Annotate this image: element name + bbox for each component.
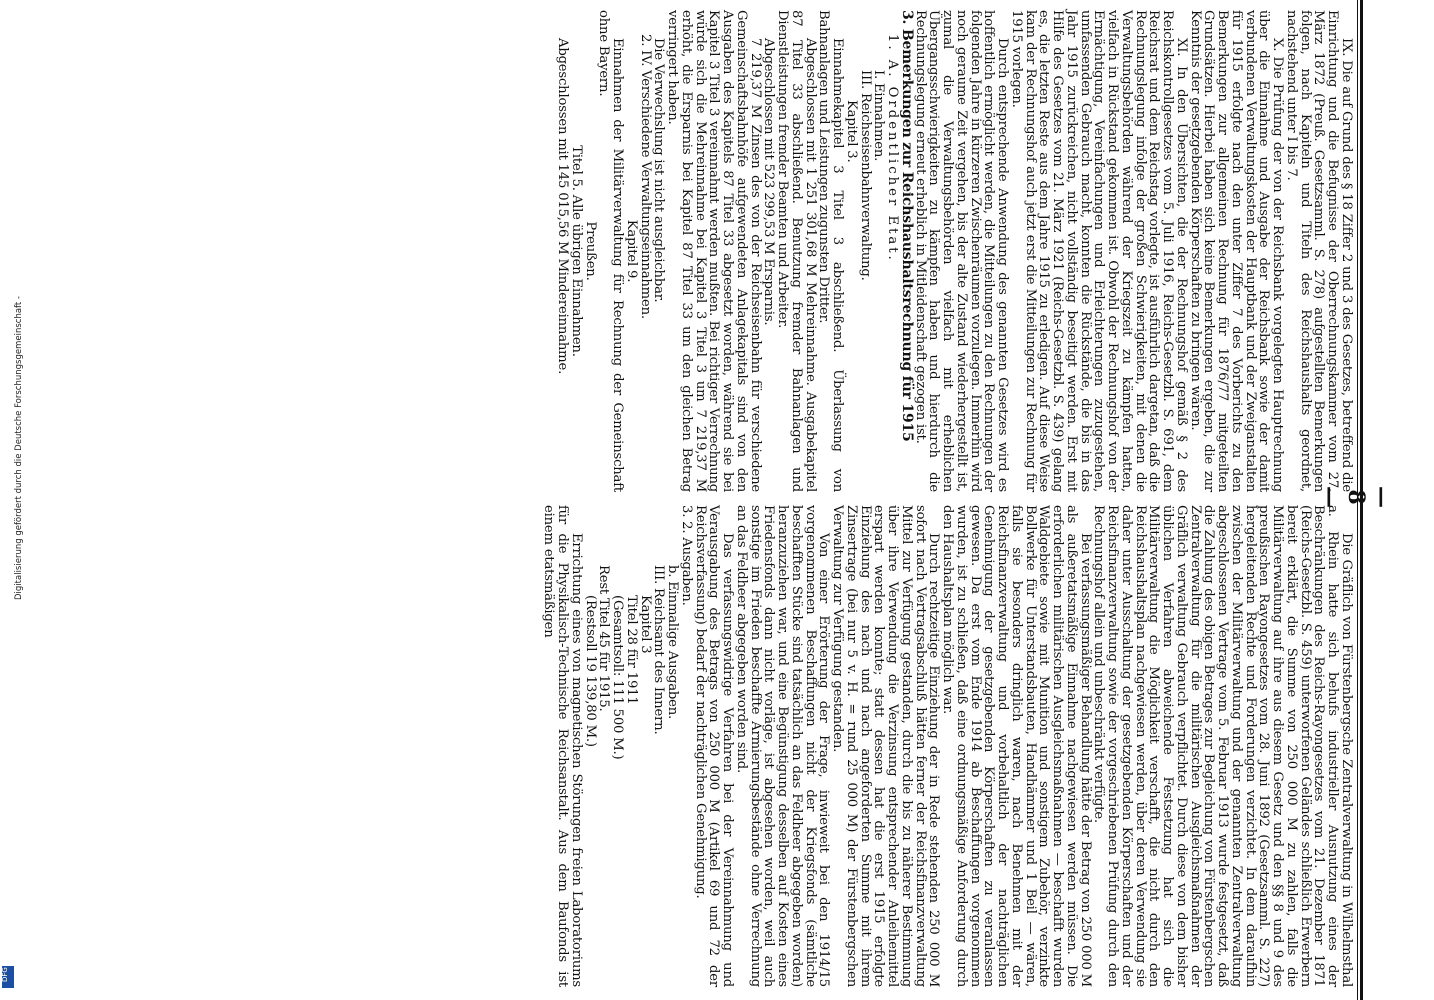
subheading-einnahmen: I. Einnahmen. [871, 70, 887, 162]
left-column [556, 10, 1354, 492]
subheading-preussen: Preußen. [582, 221, 598, 281]
header-rule [1357, 0, 1363, 1000]
footer-note: Digitalisierung gefördert durch die Deutsche Forschungsgemeinschaft - [14, 296, 24, 600]
subheading-gesamtsoll: (Gesamtsoll: 111 500 M.) [610, 595, 626, 760]
page-number: — 8 — [1317, 486, 1395, 514]
paragraph-laboratorium: Errichtung eines von magnetischen Störungen freien Laboratoriums für die Physikalisch-Technische Reichsanstalt. Aus dem Baufonds ist einem etatsmäßigen [541, 505, 584, 987]
subheading-titel-28: Titel 28 für 1911 [624, 595, 639, 705]
subheading-kapitel-3: Kapitel 3. [844, 100, 859, 163]
paragraph-fuerstenberg: Die Gräflich von Fürstenbergsche Zentralverwaltung in Wilhelmsthal a. Rhein hatte sich behufs industrieller Ausnutzung eines der Beschränkungen des Reichs-Rayongesetzes vom 21. Dezember 1871 (Reichs-Gesetzbl. S. 459) unterworfenen Geländes schließlich Erwerbern bereit erklärt, die Summe von 250 000 M zu zahlen, falls die Militärverwaltung auf ihre aus diesem Gesetz und den §§ 8 und 9 des preußischen Rayongesetzes vom 28. Juni 1892 (Gesetzsamml. S. 227) hergeleitenden Rechte und Forderungen verzichtet. In dem daraufhin zwischen der Militärverwaltung und der genannten Zentralverwaltung abgeschlossenen Vertrage vom 5. Februar 1913 wurde festgesetzt, daß die Zahlung des obigen Betrages zur Begleichung von Fürstenbergschen Zentralverwaltung für die militärischen Ausgleichsmaßnahmen der Gräflich verwaltung Gebrauch verpflichtet. Durch diese von dem bisher üblichen Verfahren abweichende Festsetzung hat sich die Militärverwaltung die Möglichkeit verschafft, die nicht durch den Reichshaushaltsplan nachgewiesen werden, über deren Verwendung sie daher unter Ausschaltung der gesetzgebenden Körperschaften und der Reichsfinanzverwaltung sowie der vorgeschriebenen Prüfung durch den Rechnungshof allein und unbeschränkt verfügte. [1091, 505, 1354, 987]
digitization-footer [0, 0, 24, 1000]
paragraph-verfassungswidrig: Das verfassungswidrige Verfahren bei der Vereinnahmung und Verausgabung des Betrags von 250 000 M (Artikel 69 und 72 der Reichsverfassung) bedarf der nachträglichen Genehmigung. [692, 505, 736, 987]
paragraph-militaerverwaltung: Einnahmen der Militärverwaltung für Rechnung der Gemeinschaft ohne Bayern. [596, 10, 626, 492]
subheading-reichseisenbahn: III. Reichseisenbahnverwaltung. [857, 70, 873, 281]
subheading-restsoll: (Restsoll 19 139,80 M.) [582, 595, 598, 747]
dfg-logo-icon [2, 966, 14, 988]
subheading-einmalige-ausgaben: b. Einmalige Ausgaben. [665, 565, 681, 720]
paragraph-eroerterung: Von einer Erörterung der Frage, inwieweit bei den 1914/15 vorgenommenen Beschaffungen nicht der Kriegsfonds (sämtliche beschafften Stücke sind tatsächlich an das Feldheer abgegeben worden) heranzuziehen war, und eine Begünstigung desselben auf Kosten eines Friedensfonds dann nicht vorläge, ist abgesehen worden, weil auch sonstige im Frieden beschaffte Armierungsbestände ohne Verrechnung an das Feldheer abgegeben worden sind. [734, 505, 832, 987]
dfg-logo-text: DFG [1, 967, 9, 982]
subheading-ausgaben: 3. 2. Ausgaben. [679, 505, 694, 606]
paragraph-mindereinnahme: Abgeschlossen mit 145 015,56 M Mindereinnahme. [555, 38, 571, 375]
subheading-reichsamt-innern: III. Reichsamt des Innern. [651, 565, 667, 735]
paragraph-verfassungsmaessig: Bei verfassungsmäßiger Behandlung hätte der Betrag von 250 000 M als außeretatsmäßige Einnahme nachgewiesen werden müssen. Die erforderlichen militärischen Ausgleichsmaßnahmen — beschafft wurden Waldgebiete sowie mit Munition und sonstigem Zubehör, verzinkte Bollwerke für Unterstandsbauten, Handhämmer und 1 Beil — wären, falls sie besonders dringlich waren, nach Benehmen mit der Reichsfinanzverwaltung und vorbehaltlich der nachträglichen Genehmigung der gesetzgebenden Körperschaften zu veranlassen gewesen. Da erst vom Ende 1914 ab Beschaffungen vorgenommen wurden, ist zu schließen, daß eine ordnungsmäßige Anforderung durch den Haushaltsplan möglich war. [940, 505, 1093, 987]
subheading-kapitel-9: Kapitel 9. [624, 219, 639, 283]
paragraph-zinsen: 7 219,37 M Zinsen des von der Reichseisenbahn für verschiedene Gemeinschaftsbahnhöfe aufgewendeten Anlagekapitals sind von den Ausgaben des Kapitels 87 Titel 33 abgesetzt worden, während sie bei Kapitel 3 Titel 3 vereinnahmt werden mußten. Bei richtiger Verrechnung würde sich die Mehreinnahme bei Kapitel 3 Titel 3 um 7 219,37 M erhöht, die Ersparnis bei Kapitel 87 Titel 33 um den gleichen Betrag verringert haben. [665, 10, 763, 492]
document-page [5, 0, 1395, 1000]
paragraph-mehreinnahme: Abgeschlossen mit 1 251 301,68 M Mehreinnahme. Ausgabekapitel 87 Titel 33 abschließend. Benutzung fremder Bahnanlagen und Dienstleistungen fremder Beamten und Arbeiter. [775, 10, 818, 492]
paragraph-verwechslung: Die Verwechslung ist nicht ausgleichbar. [651, 38, 667, 303]
paragraph-x: X. Die Prüfung der von der Reichsbank vorgelegten Hauptrechnung über die Einnahme und Ausgabe der Reichsbank sowie der damit verbundenen Verwaltungskosten der Hauptbank und der Zweiganstalten für 1915 erfolgte nach den unter Ziffer 7 des Vorberichts zu den Bemerkungen zur allgemeinen Rechnung für 1876/77 mitgeteilten Grundsätzen. Hierbei haben sich keine Bemerkungen ergeben, die zur Kenntnis der gesetzgebenden Körperschaften zu bringen wären. [1187, 10, 1286, 492]
subheading-titel-5: Titel 5. Alle übrigen Einnahmen. [569, 145, 584, 357]
subheading-ordentlicher-etat: 1. A. Ordentlicher Etat. [885, 34, 901, 263]
paragraph-einziehung: Durch rechtzeitige Einziehung der in Rede stehenden 250 000 M sofort nach Vertragsabschluß hätten ferner der Reichsfinanzverwaltung Mittel zur Verfügung gestanden, durch die bis zu näherer Bestimmung über ihre Verwendung die Verzinsung entsprechender Anleihemittel erspart werden konnte; statt dessen hat die erst 1915 erfolgte Einziehung des nach und nach angeforderten Summe mit ihrem Zinsertrage (bei nur 5 v. H. = rund 25 000 M) der Fürstenbergschen Verwaltung zur Verfügung gestanden. [830, 505, 942, 987]
paragraph-einnahmekapitel: Einnahmekapitel 3 Titel 3 abschließend. Überlassung von Bahnanlagen und Leistungen zugunsten Dritter. [816, 10, 846, 492]
paragraph-xi: XI. In den Übersichten, die der Rechnungshof gemäß § 2 des Reichskontrollgesetzes vom 5. Juli 1916, Reichs-Gesetzbl. S. 691, dem Reichsrat und dem Reichstag vorlegte, ist ausführlich dargetan, daß die Rechnungslegung infolge der großen Schwierigkeiten, mit denen die Verwaltungsbehörden während der Kriegszeit zu kämpfen hatten, vielfach in Rückstand gekommen ist. Obwohl der Rechnungshof von der Ermächtigung, Vereinfachungen und Erleichterungen zuzugestehen, umfassenden Gebrauch macht, konnten die Rückstände, die bis in das Jahr 1915 zurückreichen, nicht vollständig beseitigt werden. Erst mit Hilfe des Gesetzes vom 21. März 1921 (Reichs-Gesetzbl. S. 439) gelang es, die letzten Reste aus dem Jahre 1915 zu erledigen. Auf diese Weise kam der Rechnungshof auch jetzt erst die Mitteilungen zur Rechnung für 1915 vorlegen. [1009, 10, 1189, 492]
subheading-kapitel-3-right: Kapitel 3 [637, 595, 653, 654]
paragraph-ix: IX. Die auf Grund des § 18 Ziffer 2 und 3 des Gesetzes, betreffend die Einrichtung und die Befugnisse der Oberrechnungskammer vom 27. März 1872 (Preuß. Gesetzsamml. S. 278) aufgestellten Bemerkungen folgen, nach Kapiteln und Titeln des Reichshaushalts geordnet, nachstehend unter I bis 7. [1284, 10, 1354, 492]
paragraph-xi-continued: Durch entsprechende Anwendung des genannten Gesetzes wird es hoffentlich ermöglicht werden, die Mitteilungen zu den Rechnungen der folgenden Jahre in kürzeren Zwischenräumen vorzulegen. Immerhin wird noch geraume Zeit vergehen, bis der alte Zustand wiederhergestellt ist, zumal die Verwaltungsbehörden vielfach mit erheblichen Übergangsschwierigkeiten zu kämpfen haben und hierdurch die Rechnungslegung erneut erheblich in Mitleidenschaft gezogen ist. [912, 10, 1011, 492]
right-column [542, 505, 1353, 987]
section-heading: 3. Bemerkungen zur Reichshaushaltsrechnung für 1915 [899, 10, 915, 442]
paragraph-ersparnis: Abgeschlossen mit 523 299,53 M Ersparnis. [761, 38, 777, 326]
subheading-verwaltungseinnahmen: 2. IV. Verschiedene Verwaltungseinnahmen. [637, 34, 653, 319]
subheading-rest-titel-45: Rest Titel 45 für 1915. [596, 565, 612, 712]
